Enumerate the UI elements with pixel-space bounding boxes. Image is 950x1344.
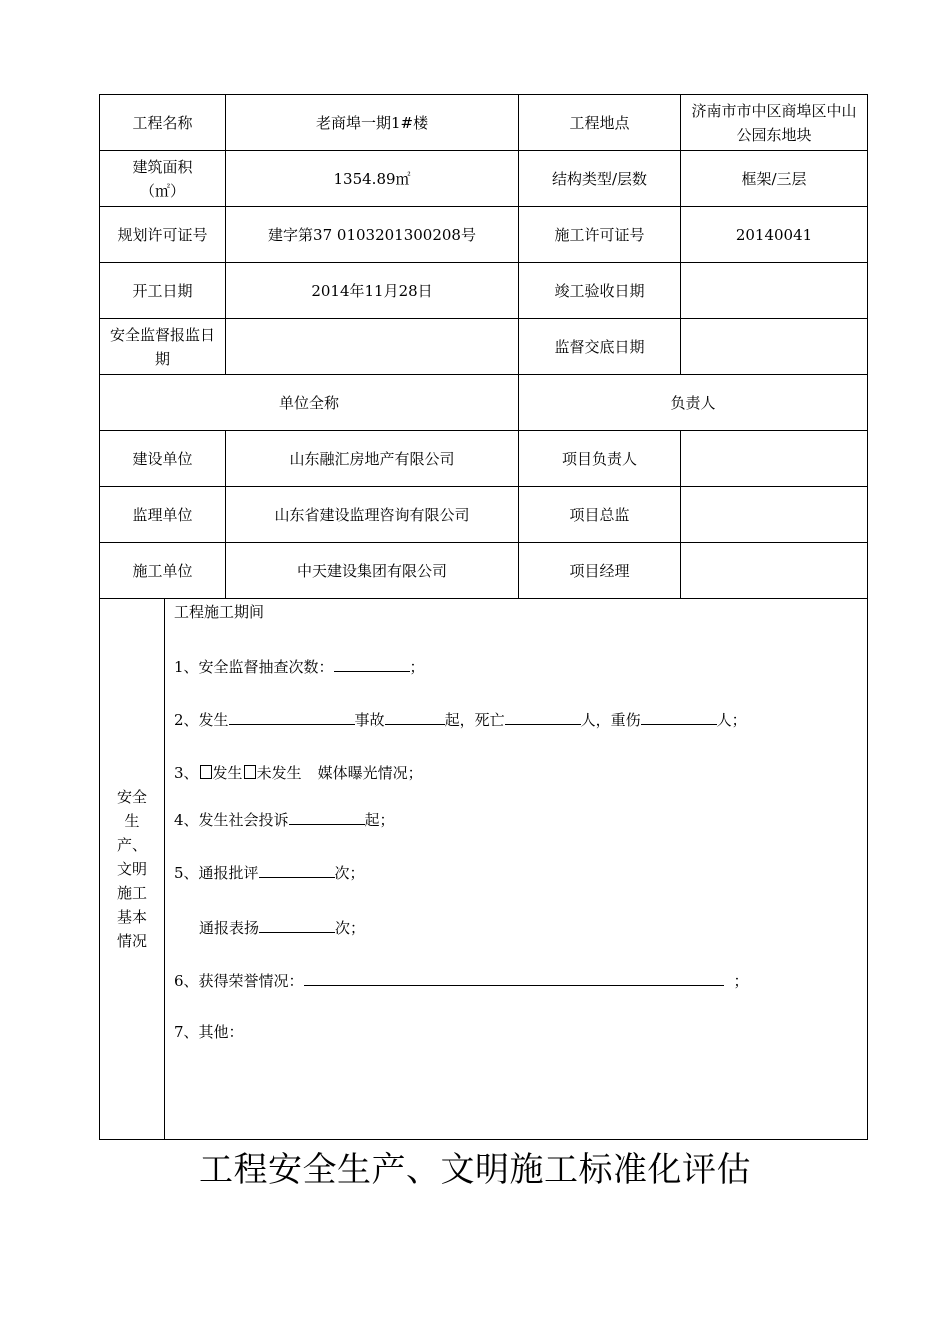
item2-accident: 事故 xyxy=(354,711,385,729)
unit-role: 项目总监 xyxy=(519,487,681,543)
item-honors xyxy=(174,967,867,991)
unit-name: 中天建设集团有限公司 xyxy=(226,543,519,599)
item-commendation xyxy=(174,914,867,938)
safety-report-label: 安全监督报监日期 xyxy=(100,319,226,375)
criticism-blank[interactable] xyxy=(259,859,335,878)
safety-details xyxy=(165,599,868,1140)
safety-report-value[interactable] xyxy=(226,319,519,375)
unit-person[interactable] xyxy=(681,543,868,599)
item5-suffix: 次； xyxy=(334,864,365,882)
project-name-label: 工程名称 xyxy=(100,95,226,151)
item3-text: 媒体曝光情况； xyxy=(317,764,423,782)
accident-count-blank[interactable] xyxy=(385,706,445,725)
start-date-value: 2014年11月28日 xyxy=(226,263,519,319)
document-title: 工程安全生产、文明施工标准化评估 xyxy=(199,1150,751,1190)
person-header: 负责人 xyxy=(519,375,868,431)
side-label-line: 施工 xyxy=(116,884,147,902)
unit-name: 山东省建设监理咨询有限公司 xyxy=(226,487,519,543)
side-label-line: 安全 xyxy=(116,788,147,806)
commendation-blank[interactable] xyxy=(259,914,335,933)
building-area-value: 1354.89㎡ xyxy=(226,151,519,207)
item2-prefix: 2、发生 xyxy=(174,711,229,729)
item1-prefix: 1、安全监督抽查次数： xyxy=(174,658,334,676)
unit-row xyxy=(100,431,868,487)
item-inspection-count xyxy=(174,653,867,677)
injury-count-blank[interactable] xyxy=(641,706,717,725)
unit-role: 项目负责人 xyxy=(519,431,681,487)
item6-suffix: ； xyxy=(733,972,749,990)
occurred-checkbox[interactable] xyxy=(200,765,212,779)
period-text: 工程施工期间 xyxy=(174,603,265,621)
item2-suffix: 人； xyxy=(716,711,747,729)
unit-type: 施工单位 xyxy=(100,543,226,599)
item-media-exposure xyxy=(174,761,867,785)
item3-prefix: 3、 xyxy=(174,764,199,782)
structure-label: 结构类型/层数 xyxy=(519,151,681,207)
handover-date-label: 监督交底日期 xyxy=(519,319,681,375)
completion-date-label: 竣工验收日期 xyxy=(519,263,681,319)
honors-blank[interactable] xyxy=(304,967,724,986)
project-name-value: 老商埠一期1#楼 xyxy=(226,95,519,151)
row-supervision-dates xyxy=(100,319,868,375)
building-area-label: 建筑面积（㎡） xyxy=(100,151,226,207)
start-date-label: 开工日期 xyxy=(100,263,226,319)
item-complaints xyxy=(174,806,867,830)
item2-injury: 人，重伤 xyxy=(580,711,641,729)
unit-role: 项目经理 xyxy=(519,543,681,599)
unit-name: 山东融汇房地产有限公司 xyxy=(226,431,519,487)
item4-suffix: 起； xyxy=(364,811,395,829)
unit-row xyxy=(100,487,868,543)
item5-prefix: 5、通报批评 xyxy=(174,864,259,882)
structure-value: 框架/三层 xyxy=(681,151,868,207)
construction-permit-label: 施工许可证号 xyxy=(519,207,681,263)
row-unit-header xyxy=(100,375,868,431)
row-dates xyxy=(100,263,868,319)
project-info-table xyxy=(99,94,868,1140)
side-label-line: 产、 xyxy=(116,836,147,854)
side-label-line: 文明 xyxy=(116,860,147,878)
item-accidents xyxy=(174,706,867,730)
unit-person[interactable] xyxy=(681,431,868,487)
construction-permit-value: 20140041 xyxy=(681,207,868,263)
item1-suffix: ； xyxy=(409,658,425,676)
item3-not-occurred: 未发生 xyxy=(256,764,302,782)
side-label-line: 基本 xyxy=(116,908,147,926)
completion-date-value[interactable] xyxy=(681,263,868,319)
complaints-blank[interactable] xyxy=(289,806,365,825)
death-count-blank[interactable] xyxy=(505,706,581,725)
item4-prefix: 4、发生社会投诉 xyxy=(174,811,289,829)
item2-count: 起，死亡 xyxy=(444,711,505,729)
item5b-prefix: 通报表扬 xyxy=(199,919,260,937)
row-permits xyxy=(100,207,868,263)
unit-header: 单位全称 xyxy=(100,375,519,431)
side-label-line: 情况 xyxy=(116,932,147,950)
unit-person[interactable] xyxy=(681,487,868,543)
inspection-count-blank[interactable] xyxy=(334,653,410,672)
safety-side-label xyxy=(100,599,165,1140)
planning-permit-value: 建字第37 0103201300208号 xyxy=(226,207,519,263)
row-safety-situation xyxy=(100,599,868,1140)
project-location-value: 济南市市中区商埠区中山公园东地块 xyxy=(681,95,868,151)
project-location-label: 工程地点 xyxy=(519,95,681,151)
evaluation-form xyxy=(99,94,867,1140)
item-criticism xyxy=(174,859,867,883)
side-label-line: 生 xyxy=(124,812,140,830)
handover-date-value[interactable] xyxy=(681,319,868,375)
row-project-name xyxy=(100,95,868,151)
unit-type: 监理单位 xyxy=(100,487,226,543)
row-building-area xyxy=(100,151,868,207)
item3-occurred: 发生 xyxy=(212,764,243,782)
planning-permit-label: 规划许可证号 xyxy=(100,207,226,263)
unit-row xyxy=(100,543,868,599)
item-others: 7、其他： xyxy=(174,1023,244,1041)
accident-type-blank[interactable] xyxy=(229,706,355,725)
item5b-suffix: 次； xyxy=(335,919,366,937)
unit-type: 建设单位 xyxy=(100,431,226,487)
item6-prefix: 6、获得荣誉情况： xyxy=(174,972,304,990)
not-occurred-checkbox[interactable] xyxy=(244,765,256,779)
